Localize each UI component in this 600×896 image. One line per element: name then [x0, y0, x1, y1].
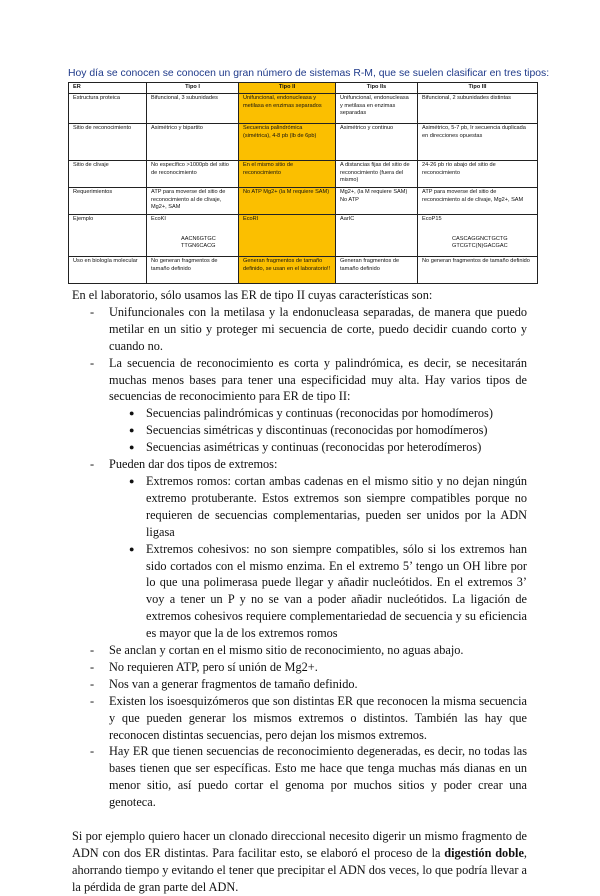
sequence-line: GTCGTC(N)GACGAC [452, 243, 508, 250]
row-label: Estructura proteica [69, 94, 147, 124]
table-cell: A distancias fijas del sitio de reconocimiento (fuera del mismo) [336, 161, 418, 188]
table-cell: Generan fragmentos de tamaño definido, se usan en el laboratorio!! [239, 257, 336, 284]
table-cell: En el mismo sitio de reconocimiento [239, 161, 336, 188]
intro-paragraph: En el laboratorio, sólo usamos las ER de tipo II cuyas características son: [72, 288, 433, 302]
table-caption: Hoy día se conocen se conocen un gran número de sistemas R-M, que se suelen clasificar en tres tipos: [68, 68, 550, 79]
bullet-item: ● Secuencias simétricas y discontinuas (reconocidas por homodímeros) [109, 422, 527, 439]
sequence [151, 224, 234, 251]
list-item: - Nos van a generar fragmentos de tamaño definido. [72, 676, 527, 693]
table-cell: ATP para moverse del sitio de reconocimiento al de clivaje, Mg2+, SAM [418, 188, 538, 215]
table-cell: AarIC [336, 215, 418, 257]
table-row [69, 215, 538, 257]
list-item: - Se anclan y cortan en el mismo sitio de reconocimiento, no aguas abajo. [72, 642, 527, 659]
header-cell: ER [69, 83, 147, 94]
header-cell: Tipo III [418, 83, 538, 94]
header-cell: Tipo II [239, 83, 336, 94]
table-cell: EcoRI [239, 215, 336, 257]
table-cell: Asimétrico y continuo [336, 124, 418, 161]
row-label: Requerimientos [69, 188, 147, 215]
enzyme-name: EcoP15 [422, 216, 442, 222]
bullet-item: ● Extremos cohesivos: no son siempre compatibles, sólo si los extremos han sido cortados con el mismo enzima. En el extremo 5’ tengo un OH libre por lo que una polimerasa puede llegar y añadir nucleótidos. En el extremos 3’ voy a tener un P y no se van a poder añadir nucleótidos. La ligación de extremos cohesivos requiere complementariedad de secuencia y su eficiencia es mayor que la de los extremos romos [109, 541, 527, 642]
table-cell: Asimétrico, 5-7 pb, Ir secuencia duplicada en direcciones opuestas [418, 124, 538, 161]
text: Si por ejemplo quiero hacer un clonado direccional necesito digerir un mismo fragmento de ADN con dos ER distintas. Para facilitar esto, se elaboró el proceso de la [72, 829, 527, 860]
table-row [69, 161, 538, 188]
ends-list [109, 473, 527, 642]
row-label: Sitio de reconocimiento [69, 124, 147, 161]
table-row [69, 124, 538, 161]
list-item: - Unifuncionales con la metilasa y la endonucleasa separadas, de manera que puedo metilar en un sitio y proteger mi secuencia de corte, puedo decidir cuando corto y cuando no. [72, 304, 527, 355]
table-cell: Mg2+, (la M requiere SAM) No ATP [336, 188, 418, 215]
bullet-item: ● Secuencias asimétricas y continuas (reconocidas por heterodímeros) [109, 439, 527, 456]
bullet-item: ● Secuencias palindrómicas y continuas (reconocidas por homodímeros) [109, 405, 527, 422]
table-cell: Generan fragmentos de tamaño definido [336, 257, 418, 284]
table-row [69, 188, 538, 215]
sequence-line: CASCAGGNCTGCTG [452, 235, 508, 242]
list-item: - Hay ER que tienen secuencias de reconocimiento degeneradas, es decir, no todas las bases tienen que ser específicas. Esto me hace que tenga muchas más dianas en un menor sitio, así puedo cortar el genoma por muchos sitios y poder crear una genoteca. [72, 743, 527, 811]
bold-term: digestión doble [444, 846, 524, 860]
document-body [72, 287, 527, 896]
table-cell: No ATP Mg2+ (la M requiere SAM) [239, 188, 336, 215]
table-cell: Asimétrico y bipartito [147, 124, 239, 161]
table-cell: No específico >1000pb del sitio de reconocimiento [147, 161, 239, 188]
header-cell: Tipo I [147, 83, 239, 94]
table-cell: Unifuncional, endonucleasa y metilasa en enzimas separadas [336, 94, 418, 124]
table-row [69, 94, 538, 124]
table-cell: No generan fragmentos de tamaño definido [418, 257, 538, 284]
table-cell: Secuencia palindrómica (simétrica), 4-8 pb (lb de 6pb) [239, 124, 336, 161]
enzyme-name: EcoKI [151, 216, 166, 222]
table-cell: Unifuncional, endonucleasa y metilasa en enzimas separados [239, 94, 336, 124]
sequence [422, 224, 533, 251]
row-label: Ejemplo [69, 215, 147, 257]
table-cell [418, 215, 538, 257]
table-row [69, 257, 538, 284]
row-label: Uso en biología molecular [69, 257, 147, 284]
sequence-line: AACN6GTGC [181, 235, 216, 242]
bullet-item: ● Extremos romos: cortan ambas cadenas en el mismo sitio y no dejan ningún extremo protuberante. Estos extremos son siempre compatibles porque no requieren de secuencias complementarias, pueden ser unidos por la ADN ligasa [109, 473, 527, 541]
table-cell: ATP para moverse del sitio de reconocimiento al de clivaje, Mg2+, SAM [147, 188, 239, 215]
table-header-row [69, 83, 538, 94]
table-cell: Bifuncional, 2 subunidades distintas [418, 94, 538, 124]
table-cell: 24-26 pb río abajo del sitio de reconocimiento [418, 161, 538, 188]
characteristics-list [72, 304, 527, 811]
list-item [72, 355, 527, 456]
text: , ahorrando tiempo y evitando el tener que precipitar el ADN dos veces, lo que podría llevar a la pérdida de gran parte del ADN. [72, 846, 527, 894]
rm-systems-table [68, 82, 538, 284]
sequence-types-list [109, 405, 527, 456]
list-item: - No requieren ATP, pero sí unión de Mg2+. [72, 659, 527, 676]
list-item: - Existen los isoesquizómeros que son distintas ER que reconocen la misma secuencia y que pueden generar los mismos extremos o distintos. También las hay que reconocen distintas secuencias, pero dejan los mismos extremos. [72, 693, 527, 744]
sequence-line: TTGN6CACG [181, 243, 216, 250]
final-paragraph [72, 828, 527, 896]
table-cell: Bifuncional, 3 subunidades [147, 94, 239, 124]
list-item-text: La secuencia de reconocimiento es corta y palindrómica, es decir, se necesitarán muchas menos bases para tener una especificidad muy alta. Hay varios tipos de secuencias de reconocimiento para ER de tipo II: [109, 355, 527, 404]
table-cell [147, 215, 239, 257]
table-cell: No generan fragmentos de tamaño definido [147, 257, 239, 284]
header-cell: Tipo IIs [336, 83, 418, 94]
row-label: Sitio de clivaje [69, 161, 147, 188]
list-item [72, 456, 527, 642]
list-item-text: Pueden dar dos tipos de extremos: [109, 457, 278, 472]
